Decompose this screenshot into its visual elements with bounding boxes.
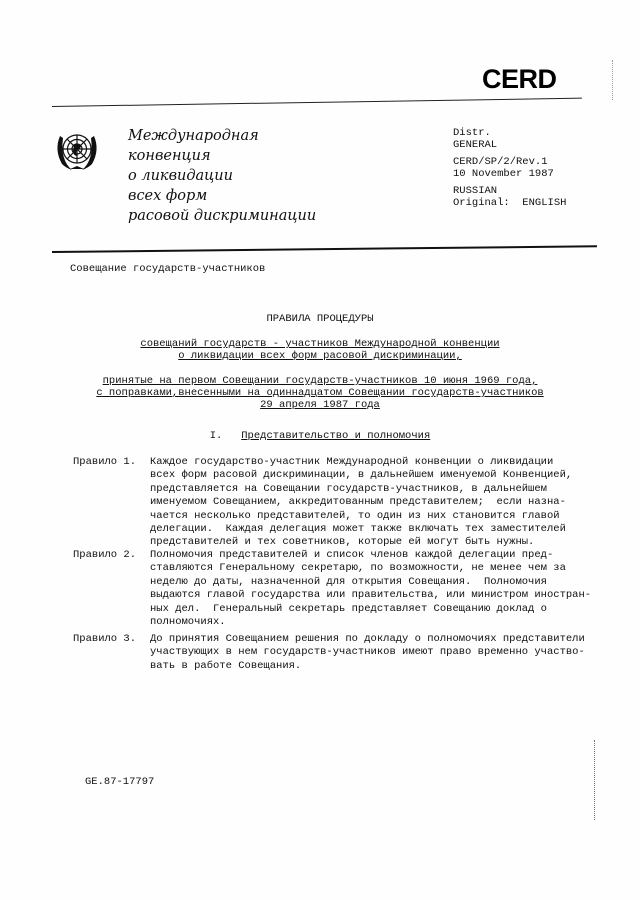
distr-value: GENERAL xyxy=(453,139,498,151)
convention-title-line: расовой дискриминации xyxy=(128,208,317,224)
original-language: Original: ENGLISH xyxy=(453,197,567,209)
convention-title-line: конвенция xyxy=(128,148,211,164)
document-language: RUSSIAN xyxy=(453,185,498,197)
rule-1-label: Правило 1. xyxy=(73,456,137,468)
rule-line: чается несколько представителей, то один из них становится главой xyxy=(150,509,560,522)
rule-3-text xyxy=(150,633,590,673)
rule-line: вать в работе Совещания. xyxy=(150,659,302,672)
rule-2-text xyxy=(150,549,590,629)
scan-artifact xyxy=(612,60,615,100)
scan-artifact xyxy=(594,740,597,820)
subtitle-line: совещаний государств - участников Международной конвенции xyxy=(140,338,500,350)
rule-line: До принятия Совещанием решения по докладу о полномочиях представители xyxy=(150,633,585,645)
distribution-block xyxy=(453,127,566,209)
section-divider xyxy=(52,245,597,253)
subtitle xyxy=(0,338,640,362)
document-job-number: GE.87-17797 xyxy=(85,776,155,788)
adoption-note xyxy=(0,375,640,411)
rules-title: ПРАВИЛА ПРОЦЕДУРЫ xyxy=(266,313,374,325)
rule-line: ных дел. Генеральный секретарь представляет Совещанию доклад о xyxy=(150,602,547,615)
rule-3-label: Правило 3. xyxy=(73,633,137,645)
header-rule xyxy=(52,98,582,107)
rule-line: всех форм расовой дискриминации, в дальнейшем именуемой Конвенцией, xyxy=(150,469,573,482)
rule-line: ставляются Генеральному секретарю, по возможности, не менее чем за xyxy=(150,562,566,575)
rule-line: Каждое государство-участник Международной конвенции о ликвидации xyxy=(150,456,554,468)
cerd-logo: CERD xyxy=(482,64,557,94)
rule-1-text xyxy=(150,456,590,550)
subtitle-line: о ликвидации всех форм расовой дискриминации, xyxy=(178,350,462,362)
convention-title xyxy=(128,126,316,226)
rule-line: именуемом Совещанием, аккредитованным представителем; если назна- xyxy=(150,496,566,509)
rule-line: представителей и тех советников, которые ей могут быть нужны. xyxy=(150,536,535,549)
convention-title-line: о ликвидации xyxy=(128,168,233,184)
section-title: Представительство и полномочия xyxy=(241,430,431,442)
rule-line: выдаются главой государства или правительства, или министром иностран- xyxy=(150,589,592,602)
rule-line: Полномочия представителей и список членов каждой делегации пред- xyxy=(150,549,554,561)
convention-title-line: Международная xyxy=(128,128,259,144)
rule-line: полномочиях. xyxy=(150,616,226,629)
document-symbol: CERD/SP/2/Rev.1 xyxy=(453,156,548,168)
document-date: 10 November 1987 xyxy=(453,168,554,180)
rule-line: представляется на Совещании государств-участников, в дальнейшем xyxy=(150,482,547,495)
adoption-line: с поправками,внесенными на одиннадцатом Совещании государств-участников xyxy=(96,387,544,399)
convention-title-line: всех форм xyxy=(128,188,208,204)
section-heading xyxy=(0,430,640,442)
adoption-line: принятые на первом Совещании государств-участников 10 июня 1969 года, xyxy=(102,375,538,387)
un-emblem-icon xyxy=(52,126,102,176)
adoption-line: 29 апреля 1987 года xyxy=(260,399,380,411)
rule-line: участвующих в нем государств-участников имеют право временно участво- xyxy=(150,646,585,659)
distr-label: Distr. xyxy=(453,127,491,139)
rule-line: неделю до даты, назначенной для открытия Совещания. Полномочия xyxy=(150,575,547,588)
section-number: I. xyxy=(209,430,223,442)
rule-line: делегации. Каждая делегация может также включать тех заместителей xyxy=(150,523,566,536)
rule-2-label: Правило 2. xyxy=(73,549,137,561)
meeting-name: Совещание государств-участников xyxy=(70,263,266,275)
